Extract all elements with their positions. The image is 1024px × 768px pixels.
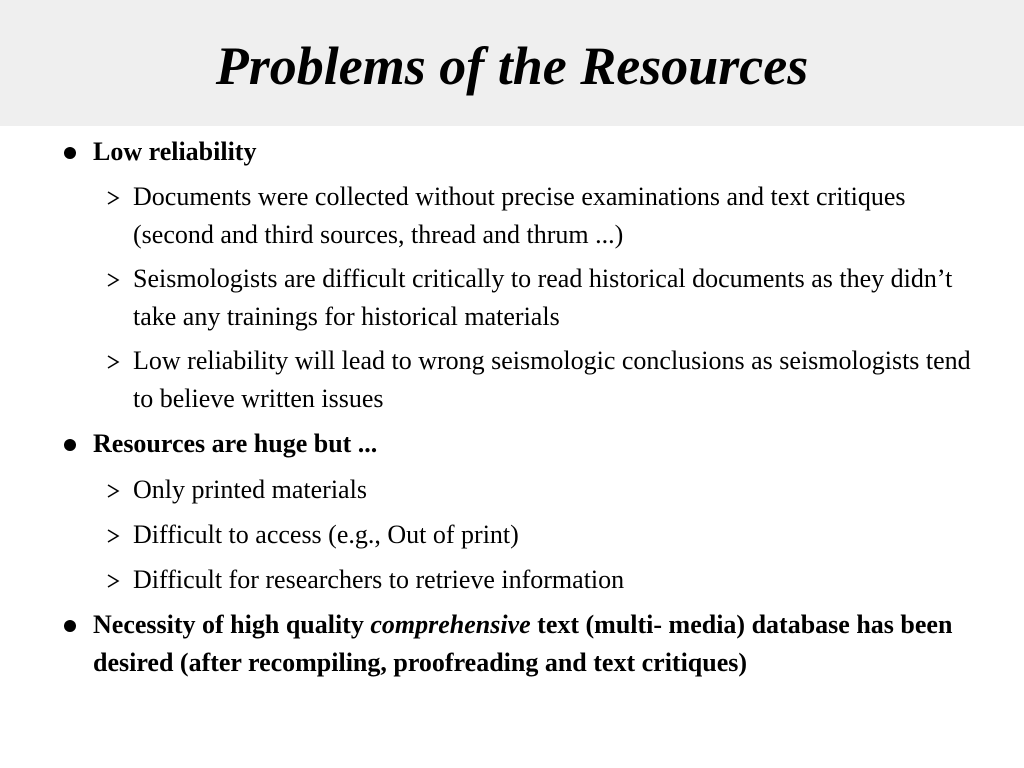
sub-bullet-text: Low reliability will lead to wrong seismologic conclusions as seismologists tend to believe written issues bbox=[133, 346, 971, 413]
sub-bullet-text: Difficult to access (e.g., Out of print) bbox=[133, 520, 519, 549]
bullet-heading: Low reliability bbox=[93, 137, 257, 166]
arrow-bullet-icon bbox=[106, 574, 120, 588]
bullet-text-part: Necessity of high quality bbox=[93, 610, 371, 639]
bullet-heading bbox=[93, 606, 973, 682]
arrow-bullet-icon bbox=[106, 355, 120, 369]
sub-bullet-text: Seismologists are difficult critically to read historical documents as they didn’t take any trainings for historical materials bbox=[133, 264, 953, 331]
arrow-bullet-icon bbox=[106, 484, 120, 498]
slide-title: Problems of the Resources bbox=[215, 36, 809, 96]
bullet-dot-icon bbox=[64, 147, 76, 159]
bullet-dot-icon bbox=[64, 439, 76, 451]
arrow-bullet-icon bbox=[106, 273, 120, 287]
bullet-dot-icon bbox=[64, 620, 76, 632]
emphasis-text: comprehensive bbox=[370, 610, 531, 639]
arrow-bullet-icon bbox=[106, 529, 120, 543]
arrow-bullet-icon bbox=[106, 191, 120, 205]
sub-bullet-text: Difficult for researchers to retrieve information bbox=[133, 565, 625, 594]
sub-bullet-text: Only printed materials bbox=[133, 475, 367, 504]
bullet-heading: Resources are huge but ... bbox=[93, 429, 378, 458]
sub-bullet-text: Documents were collected without precise examinations and text critiques (second and third sources, thread and thrum ...) bbox=[133, 182, 906, 249]
bullet-text-part: text (multi- media) database has been desired (after recompiling, proofreading and text critiques) bbox=[93, 610, 953, 677]
